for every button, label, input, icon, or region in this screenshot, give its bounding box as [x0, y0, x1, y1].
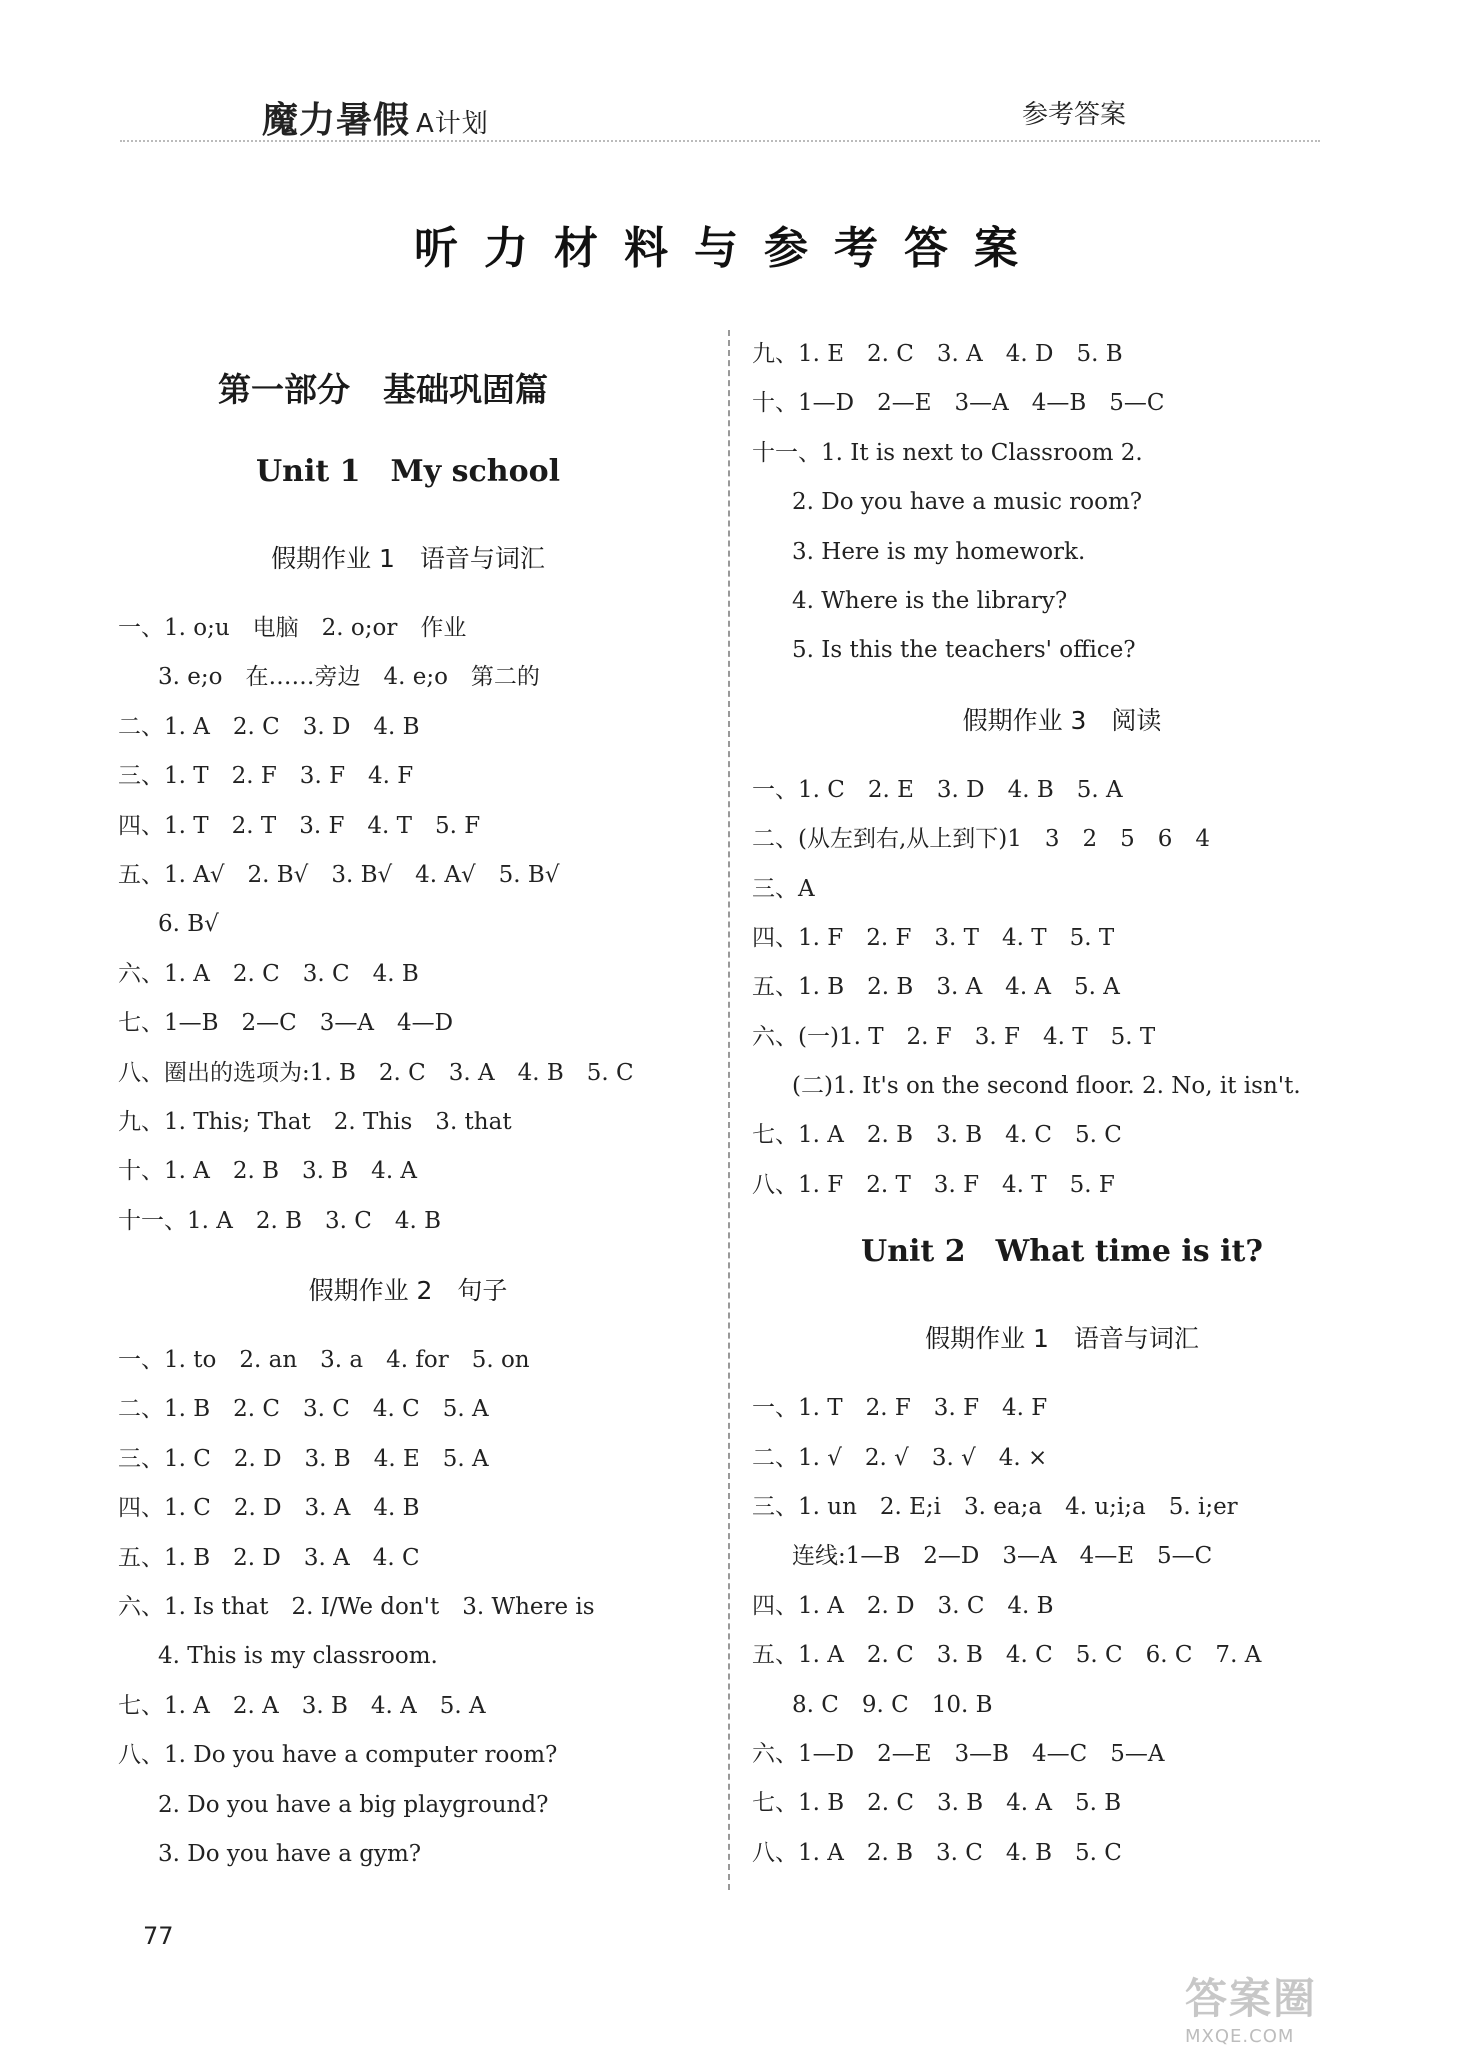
left-column: [118, 330, 698, 1879]
column-divider: [728, 330, 730, 1890]
answer-line: 五、1. B 2. D 3. A 4. C: [118, 1544, 420, 1571]
answer-line: 4. This is my classroom.: [158, 1643, 438, 1670]
answer-list: [752, 766, 1372, 1211]
answer-line: (二)1. It's on the second floor. 2. No, it isn't.: [792, 1073, 1301, 1100]
answer-line: 七、1. B 2. C 3. B 4. A 5. B: [752, 1790, 1122, 1817]
answer-line: 六、(一)1. T 2. F 3. F 4. T 5. T: [752, 1023, 1156, 1050]
answer-line: 八、1. F 2. T 3. F 4. T 5. F: [752, 1171, 1115, 1198]
answer-line: 十一、1. It is next to Classroom 2.: [752, 439, 1143, 466]
answer-line: 六、1. Is that 2. I/We don't 3. Where is: [118, 1594, 595, 1621]
answer-line: 一、1. o;u 电脑 2. o;or 作业: [118, 615, 467, 641]
answer-line: 3. Here is my homework.: [792, 538, 1086, 565]
answer-line: 四、1. A 2. D 3. C 4. B: [752, 1592, 1054, 1619]
watermark-logo: 答案圈: [1185, 1974, 1318, 2023]
answer-line: 4. Where is the library?: [792, 587, 1068, 614]
answer-line: 三、A: [752, 875, 815, 902]
answer-line: 三、1. C 2. D 3. B 4. E 5. A: [118, 1445, 489, 1472]
unit-heading: Unit 2 What time is it?: [861, 1234, 1263, 1270]
answer-line: 一、1. to 2. an 3. a 4. for 5. on: [118, 1347, 530, 1374]
header-divider: [120, 140, 1320, 142]
answer-line: 四、1. T 2. T 3. F 4. T 5. F: [118, 812, 481, 839]
answer-line: 二、(从左到右,从上到下)1 3 2 5 6 4: [752, 826, 1211, 853]
answer-line: 六、1—D 2—E 3—B 4—C 5—A: [752, 1740, 1165, 1767]
page-title: 听力材料与参考答案: [414, 223, 1044, 274]
answer-line: 十、1. A 2. B 3. B 4. A: [118, 1158, 418, 1185]
answer-line: 七、1. A 2. B 3. B 4. C 5. C: [752, 1122, 1122, 1149]
homework-heading: 假期作业 3 阅读: [962, 705, 1162, 735]
answer-line: 3. e;o 在……旁边 4. e;o 第二的: [158, 664, 540, 691]
answer-line: 2. Do you have a big playground?: [158, 1791, 549, 1818]
answer-line: 八、1. Do you have a computer room?: [118, 1742, 558, 1769]
answer-line: 五、1. A√ 2. B√ 3. B√ 4. A√ 5. B√: [118, 861, 560, 888]
answer-line: 二、1. √ 2. √ 3. √ 4. ×: [752, 1444, 1048, 1471]
answer-line: 四、1. F 2. F 3. T 4. T 5. T: [752, 924, 1115, 951]
answer-line: 五、1. A 2. C 3. B 4. C 5. C 6. C 7. A: [752, 1642, 1262, 1669]
brand-subtitle: A计划: [416, 109, 489, 139]
homework-heading: 假期作业 2 句子: [308, 1276, 508, 1306]
unit-heading: Unit 1 My school: [255, 454, 560, 489]
part-heading: 第一部分 基础巩固篇: [218, 370, 548, 409]
answer-line: 七、1. A 2. A 3. B 4. A 5. A: [118, 1692, 486, 1719]
answer-line: 九、1. This; That 2. This 3. that: [118, 1108, 512, 1135]
right-column: [752, 330, 1372, 1878]
homework-heading: 假期作业 1 语音与词汇: [271, 544, 545, 573]
answer-line: 一、1. T 2. F 3. F 4. F: [752, 1395, 1048, 1422]
answer-line: 四、1. C 2. D 3. A 4. B: [118, 1495, 420, 1522]
answer-line: 十一、1. A 2. B 3. C 4. B: [118, 1207, 442, 1234]
page-header: [0, 0, 1458, 160]
answer-line: 二、1. B 2. C 3. C 4. C 5. A: [118, 1396, 489, 1423]
brand-logo: [262, 92, 489, 143]
answer-line: 6. B√: [158, 911, 219, 938]
answer-line: 2. Do you have a music room?: [792, 489, 1143, 516]
answer-line: 八、1. A 2. B 3. C 4. B 5. C: [752, 1839, 1122, 1866]
answer-line: 连线:1—B 2—D 3—A 4—E 5—C: [792, 1543, 1213, 1570]
answer-line: 七、1—B 2—C 3—A 4—D: [118, 1010, 454, 1037]
answer-line: 三、1. un 2. E;i 3. ea;a 4. u;i;a 5. i;er: [752, 1494, 1238, 1521]
answer-line: 八、圈出的选项为:1. B 2. C 3. A 4. B 5. C: [118, 1059, 634, 1086]
homework-heading: 假期作业 1 语音与词汇: [925, 1324, 1199, 1354]
header-section-label: 参考答案: [1022, 100, 1127, 130]
answer-list: [752, 330, 1372, 676]
page-number: 77: [143, 1922, 174, 1950]
answer-line: 五、1. B 2. B 3. A 4. A 5. A: [752, 974, 1120, 1001]
brand-title: 魔力暑假: [262, 100, 411, 141]
answer-list: [118, 1336, 698, 1879]
answer-line: 一、1. C 2. E 3. D 4. B 5. A: [752, 776, 1123, 803]
answer-list: [752, 1384, 1372, 1878]
answer-line: 5. Is this the teachers' office?: [792, 637, 1136, 664]
watermark-url: MXQE.COM: [1185, 2026, 1295, 2047]
answer-list: [118, 604, 698, 1246]
answer-line: 六、1. A 2. C 3. C 4. B: [118, 960, 419, 987]
answer-line: 三、1. T 2. F 3. F 4. F: [118, 763, 414, 790]
answer-line: 8. C 9. C 10. B: [792, 1691, 993, 1718]
answer-line: 九、1. E 2. C 3. A 4. D 5. B: [752, 341, 1123, 367]
answer-line: 十、1—D 2—E 3—A 4—B 5—C: [752, 390, 1165, 417]
watermark: [1185, 1966, 1435, 2047]
answer-line: 二、1. A 2. C 3. D 4. B: [118, 713, 420, 740]
answer-line: 3. Do you have a gym?: [158, 1840, 422, 1867]
